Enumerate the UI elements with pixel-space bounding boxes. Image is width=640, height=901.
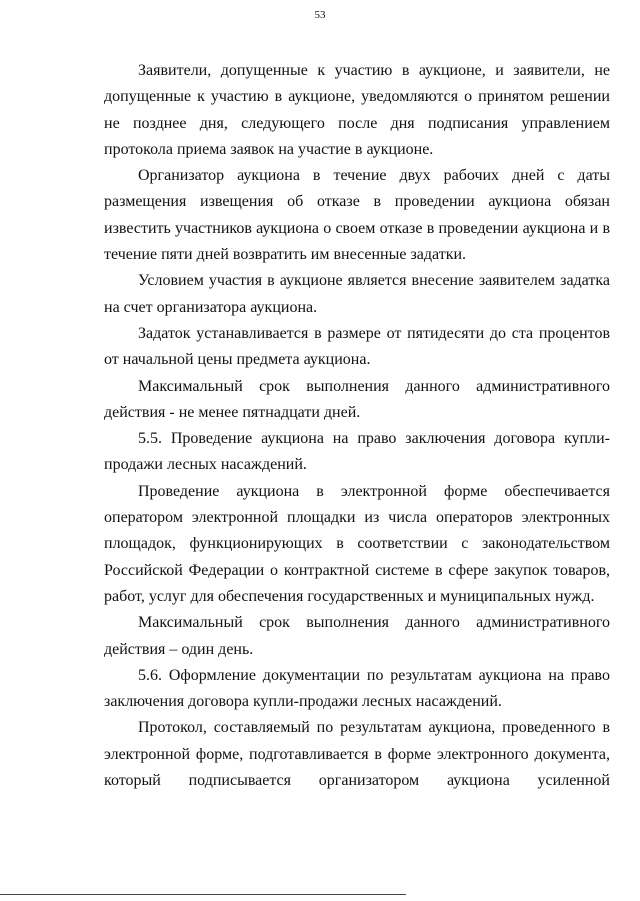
paragraph-applicants-notification: Заявители, допущенные к участию в аукционе, и заявители, не допущенные к участию в аукционе, уведомляются о принятом решении не позднее дня, следующего после дня подписания управлением протокола приема заявок на участие в аукционе. bbox=[104, 62, 610, 158]
page-number: 53 bbox=[314, 9, 326, 21]
section-heading-5-5: 5.5. Проведение аукциона на право заключения договора купли-продажи лесных насаждений. bbox=[104, 430, 610, 474]
paragraph-electronic-auction-operator: Проведение аукциона в электронной форме обеспечивается оператором электронной площадки из числа операторов электронных площадок, функционирующих в соответствии с законодательством Российской Федерации о контрактной системе в сфере закупок товаров, работ, услуг для обеспечения государственных и муниципальных нужд. bbox=[104, 482, 610, 605]
paragraph-organizer-refusal: Организатор аукциона в течение двух рабочих дней с даты размещения извещения об отказе в проведении аукциона обязан известить участников аукциона о своем отказе в проведении аукциона и в течение пяти дней возвратить им внесенные задатки. bbox=[104, 167, 610, 264]
section-heading-5-6: 5.6. Оформление документации по результатам аукциона на право заключения договора купли-продажи лесных насаждений. bbox=[104, 666, 610, 711]
document-body bbox=[104, 58, 610, 794]
footer-rule bbox=[0, 894, 406, 895]
paragraph-max-term-one-day: Максимальный срок выполнения данного административного действия – один день. bbox=[104, 614, 610, 658]
paragraph-protocol: Протокол, составляемый по результатам аукциона, проведенного в электронной форме, подготавливается в форме электронного документа, который подписывается организатором аукциона усиленной bbox=[104, 719, 610, 790]
paragraph-max-term-15-days: Максимальный срок выполнения данного административного действия - не менее пятнадцати дней. bbox=[104, 377, 610, 421]
paragraph-deposit-amount: Задаток устанавливается в размере от пятидесяти до ста процентов от начальной цены предмета аукциона. bbox=[104, 324, 610, 369]
paragraph-deposit-condition: Условием участия в аукционе является внесение заявителем задатка на счет организатора аукциона. bbox=[104, 272, 610, 316]
